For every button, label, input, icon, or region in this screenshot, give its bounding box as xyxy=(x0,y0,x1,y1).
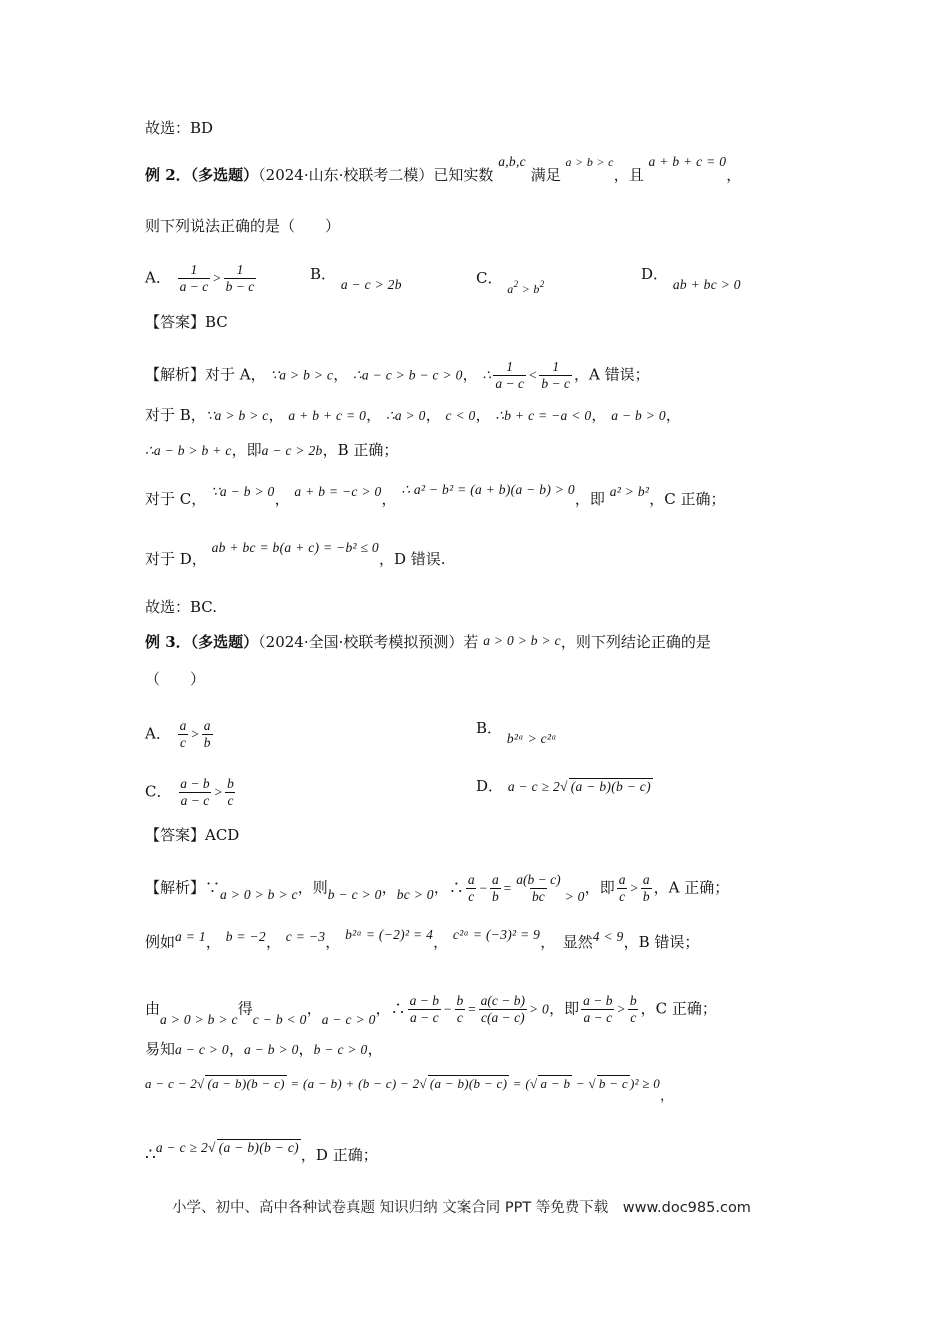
ex2-option-b xyxy=(310,264,402,292)
math: a > b > c xyxy=(565,155,614,169)
fraction xyxy=(466,872,477,905)
num: a xyxy=(618,872,626,887)
ex3-option-c xyxy=(145,776,238,809)
num: a − b xyxy=(180,776,210,791)
math: = (a − b) + (b − c) − 2 xyxy=(286,1076,420,1091)
math: a − c − 2 xyxy=(145,1076,198,1091)
label: C． xyxy=(145,782,172,801)
math: a > 0 > b > c xyxy=(483,633,561,648)
math: a² > b² xyxy=(609,484,650,499)
fraction xyxy=(628,993,639,1026)
math: c = −3 xyxy=(285,929,326,944)
math: 2 xyxy=(539,279,545,289)
ex2-conclusion: 故选：BC. xyxy=(145,598,218,616)
math: = ( xyxy=(509,1076,531,1091)
text: ， xyxy=(433,933,449,951)
math: a − c > 2b xyxy=(340,277,402,292)
text: ， xyxy=(333,365,349,384)
math: a − b > 0 xyxy=(243,1042,299,1057)
fraction xyxy=(641,872,652,905)
den: c xyxy=(619,889,626,904)
text: ，B 正确； xyxy=(322,441,399,459)
num: b xyxy=(456,993,464,1008)
text: ，D 正确； xyxy=(300,1146,378,1164)
math: ab + bc > 0 xyxy=(672,277,741,292)
den: c xyxy=(456,1010,463,1025)
den: c xyxy=(468,889,475,904)
math: ∵a > b > c xyxy=(270,367,334,383)
ex2-option-a xyxy=(145,262,258,295)
example3-paren: （ ） xyxy=(145,670,206,688)
ex3-analysis-5: a − c − 2√ (a − b)(b − c) = (a − b) + (b − c) − 2√ (a − b)(b − c) = (√ a − b − √ b − c )² ≥ 0， xyxy=(145,1076,674,1104)
math: ∴a > 0 xyxy=(385,408,426,423)
den: c xyxy=(180,735,186,750)
text: ， xyxy=(665,406,681,424)
ex3-option-b xyxy=(476,718,557,746)
math: − xyxy=(478,880,489,896)
example2-stem xyxy=(145,154,810,186)
text: ， xyxy=(367,1040,383,1058)
ex2-answer: 【答案】BC xyxy=(145,313,228,331)
math: < xyxy=(527,367,538,383)
den: a − c xyxy=(410,1010,439,1025)
math: b = −2 xyxy=(225,929,266,944)
fraction xyxy=(581,993,614,1026)
text: 【解析】对于 A， xyxy=(145,365,266,384)
ex2-analysis-a xyxy=(145,359,810,392)
den: a − c xyxy=(495,376,524,391)
math: b − c > 0 xyxy=(313,1042,368,1057)
num: a − b xyxy=(409,993,440,1008)
text: ，∴ xyxy=(433,878,464,897)
den: a − c xyxy=(179,279,209,294)
math: a > 0 > b > c xyxy=(160,1011,238,1027)
math: )² ≥ 0 xyxy=(629,1076,661,1091)
math: b²ᵃ > c²ᵃ xyxy=(506,731,557,746)
example3-source: （2024·全国·校联考模拟预测） xyxy=(258,633,464,651)
fraction xyxy=(408,993,441,1026)
ex2-analysis-c xyxy=(145,482,810,510)
den: c xyxy=(227,793,234,808)
num: a − b xyxy=(583,993,613,1008)
math: ∴a − b > b + c xyxy=(145,443,232,458)
text: 满足 xyxy=(530,166,561,184)
math: c < 0 xyxy=(445,408,476,423)
text: 对于 C， xyxy=(145,490,207,508)
text: ， xyxy=(462,365,478,384)
label: C． xyxy=(476,269,503,287)
label: D． xyxy=(641,265,669,283)
math: a + b + c = 0 xyxy=(648,154,727,169)
text: ，即 xyxy=(584,878,615,897)
radicand: b − c xyxy=(598,1076,628,1091)
math: > xyxy=(616,1001,626,1017)
radicand: (a − b)(b − c) xyxy=(429,1076,508,1091)
num: a xyxy=(467,872,475,887)
num: a xyxy=(203,718,211,733)
text: ， xyxy=(475,406,491,424)
fraction xyxy=(225,776,236,809)
math: ∴b + c = −a < 0 xyxy=(495,408,592,423)
fraction xyxy=(454,993,465,1026)
ex3-analysis-3 xyxy=(145,993,810,1026)
math: = xyxy=(467,1001,477,1017)
math: a = 1 xyxy=(175,929,206,944)
text: ，A 错误； xyxy=(574,365,650,384)
text: ， xyxy=(381,878,397,897)
math: ∵a > b > c xyxy=(205,408,269,423)
text: ， xyxy=(366,406,382,424)
example2-source: （2024·山东·校联考二模） xyxy=(258,166,434,184)
label: D． xyxy=(476,777,504,795)
fraction xyxy=(178,776,211,809)
text: ， xyxy=(591,406,607,424)
text: ，即 xyxy=(574,490,605,508)
den: c xyxy=(630,1010,637,1025)
fraction xyxy=(514,872,562,905)
math: a − c ≥ 2 xyxy=(155,1140,209,1155)
math: c²ᵃ = (−3)² = 9 xyxy=(452,927,541,942)
fraction xyxy=(617,872,628,905)
math: > xyxy=(190,726,200,742)
example3-label: 例 3．（多选题） xyxy=(145,633,259,651)
label: A． xyxy=(145,724,171,743)
den: b − c xyxy=(225,279,255,294)
ex3-option-d: D． a − c ≥ 2√ (a − b)(b − c) xyxy=(476,777,651,795)
label: B． xyxy=(476,719,503,737)
text: ， xyxy=(298,1040,314,1058)
math: = xyxy=(502,880,513,896)
math: > 0 xyxy=(528,1001,550,1017)
ex3-option-a xyxy=(145,718,215,751)
fraction xyxy=(539,359,572,392)
den: b xyxy=(642,889,650,904)
text: 对于 B， xyxy=(145,406,206,424)
text: 例如 xyxy=(145,933,176,951)
math: − xyxy=(443,1001,453,1017)
text: ， xyxy=(306,999,322,1018)
text: ， xyxy=(274,490,290,508)
fraction xyxy=(490,872,501,905)
prev-conclusion: 故选：BD xyxy=(145,119,214,137)
text: ，即 xyxy=(231,441,262,459)
text: ， xyxy=(228,1040,244,1058)
text: ，则下列结论正确的是 xyxy=(560,633,711,651)
label: B． xyxy=(310,265,337,283)
text: ，即 xyxy=(549,999,580,1018)
radicand: a − b xyxy=(540,1076,571,1091)
math: a − c > 2b xyxy=(261,443,323,458)
fraction xyxy=(493,359,526,392)
num: a(c − b) xyxy=(480,993,525,1008)
ex3-analysis-4 xyxy=(145,1039,810,1060)
math: bc > 0 xyxy=(396,886,434,902)
math: ∴ a² − b² = (a + b)(a − b) > 0 xyxy=(401,482,575,497)
ex3-analysis-2 xyxy=(145,927,810,953)
math: 4 < 9 xyxy=(592,929,624,944)
math: a − c ≥ 2 xyxy=(507,779,561,794)
num: b xyxy=(629,993,637,1008)
den: b xyxy=(203,735,211,750)
ex2-option-d xyxy=(641,264,741,292)
math: > b xyxy=(518,282,540,296)
text: ∴ xyxy=(145,1145,156,1165)
math: ∴a − c > b − c > 0 xyxy=(353,367,463,383)
text: 对于 D， xyxy=(145,550,207,568)
text: ，且 xyxy=(613,166,644,184)
text: 已知实数 xyxy=(433,166,494,184)
text: 【解析】∵ xyxy=(145,878,221,897)
text: ， xyxy=(660,1089,674,1104)
example3-stem xyxy=(145,632,810,653)
num: a xyxy=(492,872,499,887)
math: > xyxy=(212,270,222,286)
fraction xyxy=(178,262,211,295)
math: a − b > 0 xyxy=(611,408,666,423)
text: ， xyxy=(265,933,281,951)
text: ， xyxy=(325,933,341,951)
num: a xyxy=(642,872,650,887)
math: > xyxy=(213,784,224,800)
num: b xyxy=(227,776,234,791)
radicand: (a − b)(b − c) xyxy=(570,779,651,794)
math: a xyxy=(507,282,514,296)
math: b²ᵃ = (−2)² = 4 xyxy=(345,927,434,942)
fraction xyxy=(224,262,257,295)
label: A． xyxy=(145,268,171,287)
ex3-analysis-1 xyxy=(145,872,810,905)
text: ，C 正确； xyxy=(640,999,717,1018)
den: a − c xyxy=(583,1010,613,1025)
text: 由 xyxy=(145,999,161,1018)
text: ， xyxy=(425,406,441,424)
num: 1 xyxy=(552,359,560,374)
footer-ad: 小学、初中、高中各种试卷真题 知识归纳 文案合同 PPT 等免费下载 www.doc985.com xyxy=(172,1200,751,1216)
den: a − c xyxy=(180,793,210,808)
math: − xyxy=(572,1076,589,1091)
text: 易知 xyxy=(145,1040,176,1058)
den: b − c xyxy=(541,376,570,391)
example2-label: 例 2．（多选题） xyxy=(145,166,259,184)
num: a xyxy=(179,718,187,733)
ex3-analysis-6: ∴a − c ≥ 2√ (a − b)(b − c) ，D 正确； xyxy=(145,1140,378,1165)
radicand: (a − b)(b − c) xyxy=(218,1140,299,1155)
fraction xyxy=(178,718,189,751)
text: ，则 xyxy=(297,878,328,897)
text: ， xyxy=(726,166,742,184)
num: a(b − c) xyxy=(516,872,561,887)
ex2-analysis-b1 xyxy=(145,405,810,426)
ex2-option-c xyxy=(476,264,545,296)
text: ， xyxy=(205,933,221,951)
radicand: (a − b)(b − c) xyxy=(207,1076,285,1091)
text: ， 显然 xyxy=(540,933,593,951)
text: ， xyxy=(381,490,397,508)
den: b xyxy=(492,889,499,904)
num: 1 xyxy=(506,359,514,374)
ex3-answer: 【答案】ACD xyxy=(145,826,240,844)
math: ∴ xyxy=(482,367,492,383)
math: a − c > 0 xyxy=(175,1042,229,1057)
math: a,b,c xyxy=(498,154,526,169)
math: a + b = −c > 0 xyxy=(294,484,382,499)
math: a + b + c = 0 xyxy=(288,408,367,423)
math: b − c > 0 xyxy=(327,886,382,902)
math: a − c > 0 xyxy=(321,1011,376,1027)
math: c − b < 0 xyxy=(252,1011,307,1027)
text: ，A 正确； xyxy=(653,878,730,897)
math: > xyxy=(629,880,639,896)
fraction xyxy=(479,993,527,1026)
text: ， xyxy=(268,406,284,424)
example2-question: 则下列说法正确的是（ ） xyxy=(145,217,341,235)
den: c(a − c) xyxy=(480,1010,525,1025)
math: ab + bc = b(a + c) = −b² ≤ 0 xyxy=(211,540,379,555)
text: 得 xyxy=(237,999,253,1018)
ex2-analysis-d xyxy=(145,540,810,570)
ex2-analysis-b2 xyxy=(145,440,810,461)
text: ，D 错误. xyxy=(378,550,446,568)
math: 2 xyxy=(513,279,519,289)
math: a > 0 > b > c xyxy=(220,886,298,902)
fraction xyxy=(202,718,213,751)
num: 1 xyxy=(190,262,198,277)
text: ，C 正确； xyxy=(649,490,726,508)
math: > 0 xyxy=(564,888,585,904)
text: 若 xyxy=(463,633,479,651)
den: bc xyxy=(532,889,545,904)
text: ，B 错误； xyxy=(623,933,700,951)
num: 1 xyxy=(236,262,244,277)
text: ，∴ xyxy=(375,999,406,1018)
math: ∵a − b > 0 xyxy=(211,484,275,499)
